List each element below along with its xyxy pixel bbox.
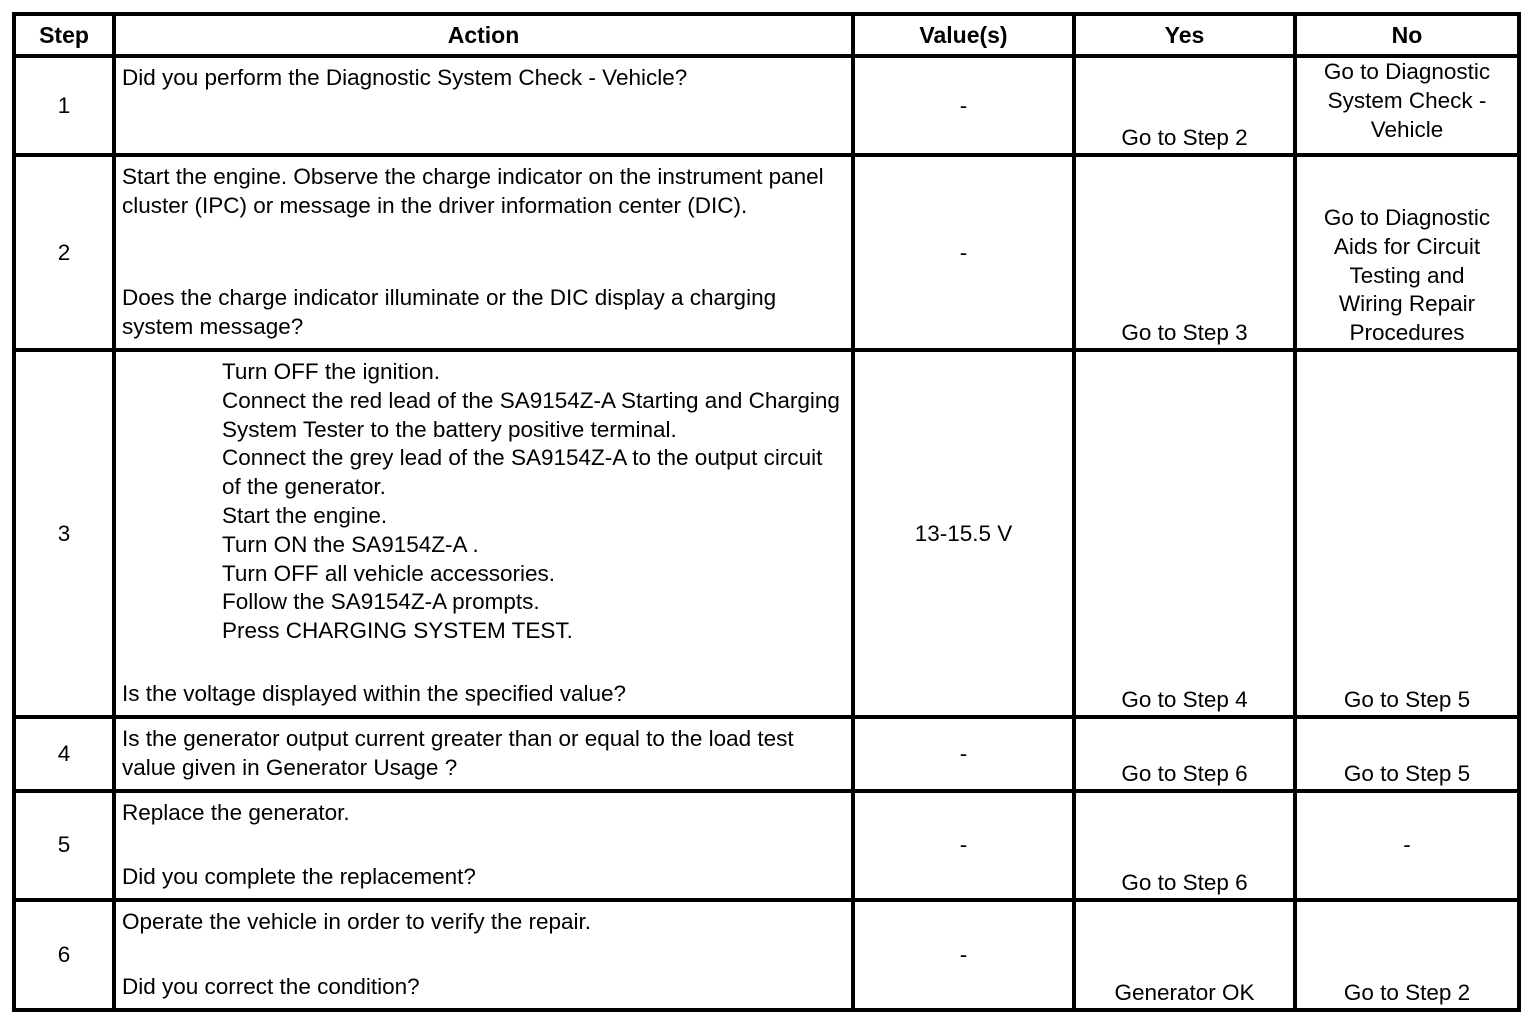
header-yes: Yes (1074, 14, 1295, 56)
action-text: Replace the generator. (122, 799, 350, 825)
yes-link[interactable]: Go to Step 3 (1074, 155, 1295, 350)
procedure-step: Follow the SA9154Z-A prompts. (222, 589, 540, 615)
header-row (14, 14, 1519, 56)
value-cell: - (853, 717, 1074, 791)
step-number: 1 (14, 56, 114, 155)
no-link[interactable]: Go to Diagnostic System Check - Vehicle (1295, 56, 1519, 155)
table-row-step-1 (14, 56, 1519, 155)
action-cell (114, 350, 853, 717)
step-number: 4 (14, 717, 114, 791)
step-number: 2 (14, 155, 114, 350)
header-step: Step (14, 14, 114, 56)
step-number: 5 (14, 791, 114, 900)
value-cell: 13-15.5 V (853, 350, 1074, 717)
procedure-step: Turn OFF all vehicle accessories. (222, 560, 556, 586)
procedure-step: Connect the red lead of the SA9154Z-A Starting and Charging System Tester to the battery positive terminal. (222, 387, 840, 442)
value-cell: - (853, 900, 1074, 1010)
yes-link[interactable]: Go to Step 4 (1074, 350, 1295, 717)
step-number: 3 (14, 350, 114, 717)
no-link[interactable]: Go to Diagnostic Aids for Circuit Testing and Wiring Repair Procedures (1295, 155, 1519, 350)
diagnostic-table (12, 12, 1521, 1012)
header-values: Value(s) (853, 14, 1074, 56)
table-row-step-3 (14, 350, 1519, 717)
yes-result: Generator OK (1074, 900, 1295, 1010)
table-row-step-6 (14, 900, 1519, 1010)
procedure-steps (122, 358, 845, 646)
yes-link[interactable]: Go to Step 2 (1074, 56, 1295, 155)
table-row-step-4 (14, 717, 1519, 791)
action-cell (114, 791, 853, 900)
table-row-step-5 (14, 791, 1519, 900)
action-cell (114, 56, 853, 155)
procedure-step: Turn OFF the ignition. (222, 359, 441, 384)
action-text: Operate the vehicle in order to verify the repair. (122, 908, 591, 934)
action-cell (114, 155, 853, 350)
procedure-step: Start the engine. (222, 502, 388, 528)
header-no: No (1295, 14, 1519, 56)
action-question: Did you complete the replacement? (122, 863, 476, 889)
action-cell (114, 717, 853, 791)
action-question: Did you correct the condition? (122, 973, 420, 999)
no-link[interactable]: Go to Step 2 (1295, 900, 1519, 1010)
value-cell: - (853, 155, 1074, 350)
table-row-step-2 (14, 155, 1519, 350)
value-cell: - (853, 56, 1074, 155)
header-action: Action (114, 14, 853, 56)
no-link[interactable]: Go to Step 5 (1295, 717, 1519, 791)
action-cell (114, 900, 853, 1010)
no-value: - (1295, 791, 1519, 900)
action-text: Start the engine. Observe the charge indicator on the instrument panel cluster (IPC) or message in the driver information center (DIC). (122, 164, 824, 218)
value-cell: - (853, 791, 1074, 900)
yes-link[interactable]: Go to Step 6 (1074, 717, 1295, 791)
procedure-step: Connect the grey lead of the SA9154Z-A to the output circuit of the generator. (222, 445, 823, 500)
action-question: Is the voltage displayed within the specified value? (122, 681, 627, 707)
action-text: Did you perform the Diagnostic System Check - Vehicle? (122, 65, 688, 90)
procedure-step: Turn ON the SA9154Z-A . (222, 531, 479, 557)
yes-link[interactable]: Go to Step 6 (1074, 791, 1295, 900)
step-number: 6 (14, 900, 114, 1010)
no-link[interactable]: Go to Step 5 (1295, 350, 1519, 717)
action-text: Is the generator output current greater than or equal to the load test value given in Generator Usage ? (122, 726, 794, 780)
procedure-step: Press CHARGING SYSTEM TEST. (222, 618, 573, 644)
action-question: Does the charge indicator illuminate or the DIC display a charging system message? (122, 285, 777, 340)
